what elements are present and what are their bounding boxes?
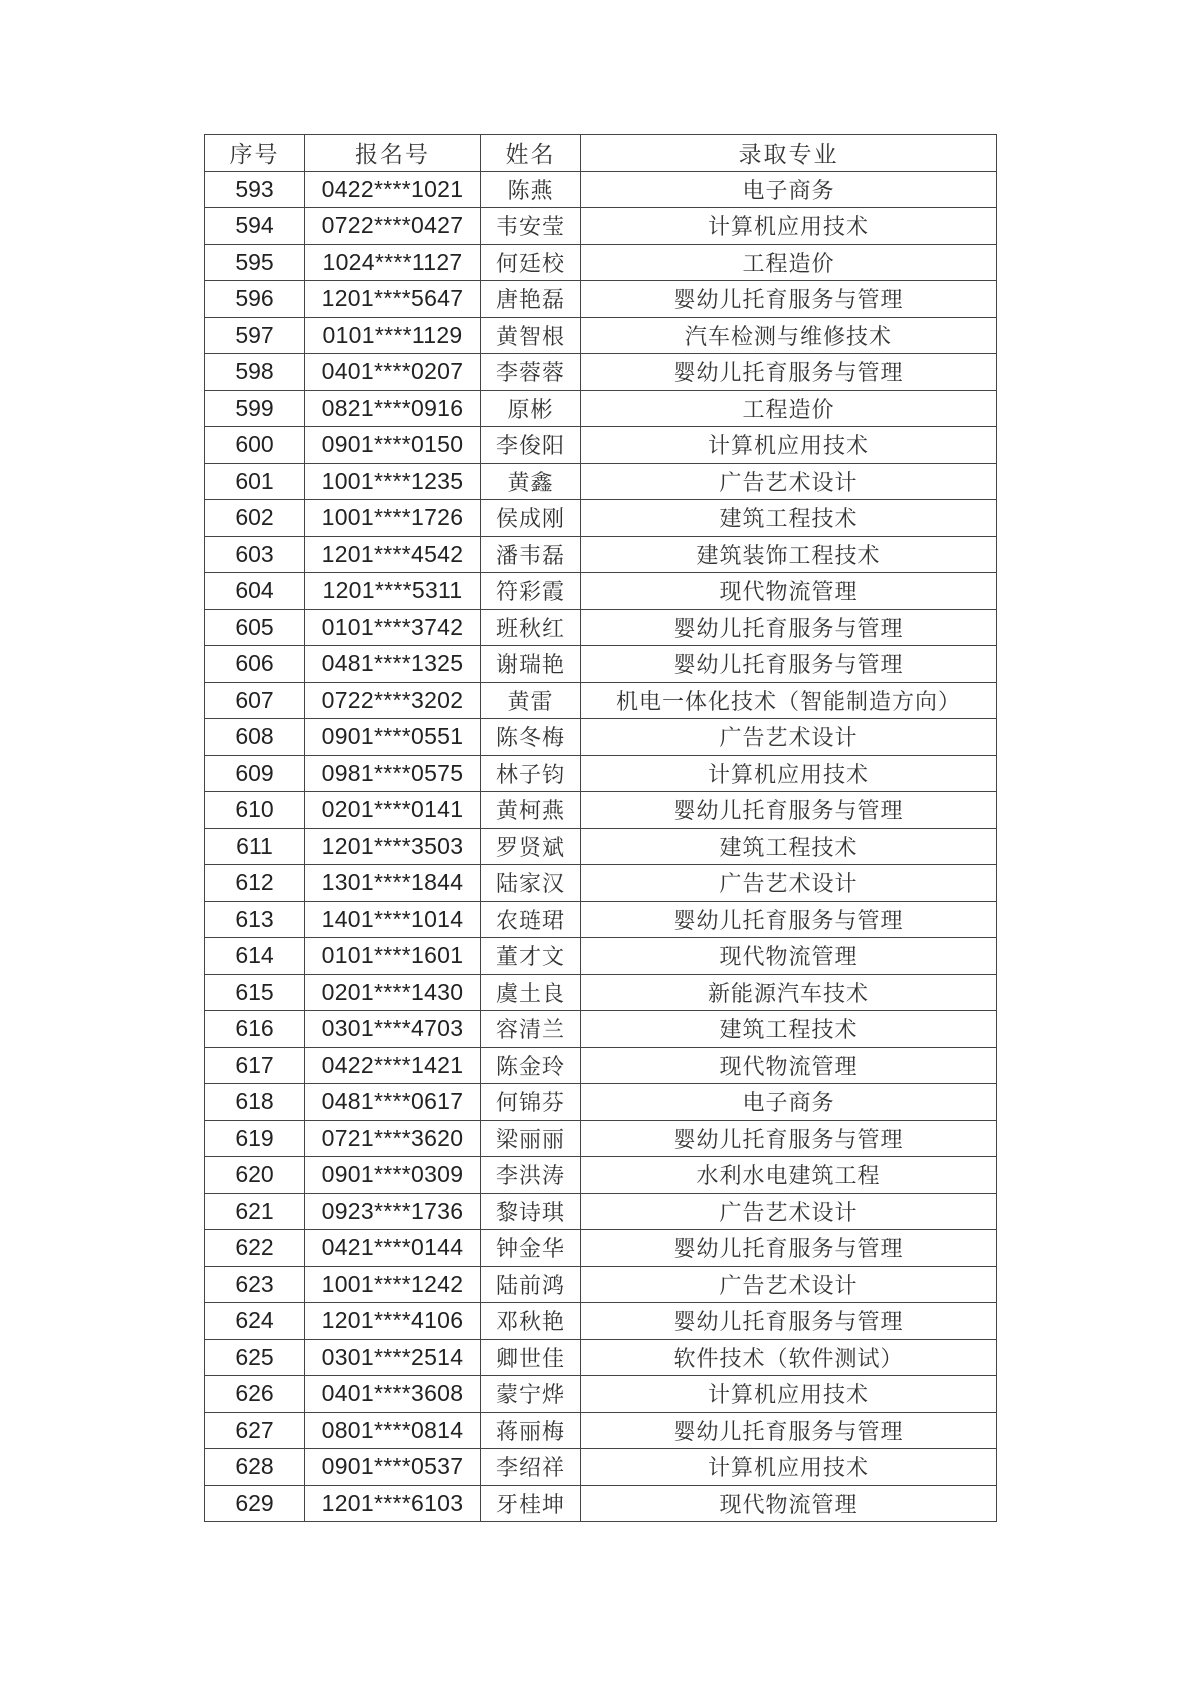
cell-seq: 603 bbox=[205, 536, 305, 573]
cell-name: 容清兰 bbox=[481, 1011, 581, 1048]
cell-reg: 0901****0309 bbox=[305, 1157, 481, 1194]
cell-major: 电子商务 bbox=[581, 171, 997, 208]
cell-reg: 1001****1235 bbox=[305, 463, 481, 500]
cell-seq: 620 bbox=[205, 1157, 305, 1194]
cell-reg: 1201****6103 bbox=[305, 1485, 481, 1522]
cell-major: 计算机应用技术 bbox=[581, 208, 997, 245]
cell-reg: 0201****0141 bbox=[305, 792, 481, 829]
cell-seq: 629 bbox=[205, 1485, 305, 1522]
cell-seq: 623 bbox=[205, 1266, 305, 1303]
table-row bbox=[205, 171, 997, 208]
cell-reg: 0821****0916 bbox=[305, 390, 481, 427]
header-major: 录取专业 bbox=[581, 135, 997, 172]
cell-major: 水利水电建筑工程 bbox=[581, 1157, 997, 1194]
table-row bbox=[205, 500, 997, 537]
cell-name: 蒋丽梅 bbox=[481, 1412, 581, 1449]
cell-seq: 605 bbox=[205, 609, 305, 646]
cell-reg: 0801****0814 bbox=[305, 1412, 481, 1449]
cell-major: 现代物流管理 bbox=[581, 1485, 997, 1522]
cell-seq: 627 bbox=[205, 1412, 305, 1449]
cell-seq: 602 bbox=[205, 500, 305, 537]
cell-reg: 0421****0144 bbox=[305, 1230, 481, 1267]
cell-seq: 625 bbox=[205, 1339, 305, 1376]
cell-name: 原彬 bbox=[481, 390, 581, 427]
cell-major: 计算机应用技术 bbox=[581, 755, 997, 792]
table-row bbox=[205, 427, 997, 464]
cell-seq: 621 bbox=[205, 1193, 305, 1230]
cell-seq: 609 bbox=[205, 755, 305, 792]
cell-name: 侯成刚 bbox=[481, 500, 581, 537]
cell-name: 陈金玲 bbox=[481, 1047, 581, 1084]
table-row bbox=[205, 1047, 997, 1084]
table-row bbox=[205, 792, 997, 829]
cell-reg: 0401****3608 bbox=[305, 1376, 481, 1413]
cell-major: 婴幼儿托育服务与管理 bbox=[581, 1303, 997, 1340]
table-row bbox=[205, 573, 997, 610]
cell-name: 何廷校 bbox=[481, 244, 581, 281]
cell-name: 黄鑫 bbox=[481, 463, 581, 500]
cell-major: 婴幼儿托育服务与管理 bbox=[581, 1230, 997, 1267]
cell-major: 婴幼儿托育服务与管理 bbox=[581, 901, 997, 938]
cell-name: 黎诗琪 bbox=[481, 1193, 581, 1230]
cell-reg: 0901****0150 bbox=[305, 427, 481, 464]
cell-reg: 1201****5647 bbox=[305, 281, 481, 318]
cell-reg: 1201****4542 bbox=[305, 536, 481, 573]
table-row bbox=[205, 646, 997, 683]
cell-major: 建筑工程技术 bbox=[581, 1011, 997, 1048]
cell-reg: 0901****0537 bbox=[305, 1449, 481, 1486]
cell-name: 陆前鸿 bbox=[481, 1266, 581, 1303]
cell-seq: 616 bbox=[205, 1011, 305, 1048]
table-row bbox=[205, 974, 997, 1011]
cell-major: 机电一体化技术（智能制造方向） bbox=[581, 682, 997, 719]
cell-seq: 610 bbox=[205, 792, 305, 829]
cell-seq: 613 bbox=[205, 901, 305, 938]
cell-reg: 0981****0575 bbox=[305, 755, 481, 792]
cell-major: 广告艺术设计 bbox=[581, 1266, 997, 1303]
cell-name: 李绍祥 bbox=[481, 1449, 581, 1486]
cell-seq: 596 bbox=[205, 281, 305, 318]
table-row bbox=[205, 1084, 997, 1121]
cell-major: 现代物流管理 bbox=[581, 938, 997, 975]
table-row bbox=[205, 354, 997, 391]
table-row bbox=[205, 755, 997, 792]
cell-seq: 604 bbox=[205, 573, 305, 610]
table-row bbox=[205, 317, 997, 354]
cell-name: 董才文 bbox=[481, 938, 581, 975]
cell-major: 计算机应用技术 bbox=[581, 1449, 997, 1486]
cell-reg: 1201****5311 bbox=[305, 573, 481, 610]
cell-seq: 612 bbox=[205, 865, 305, 902]
cell-seq: 606 bbox=[205, 646, 305, 683]
cell-seq: 622 bbox=[205, 1230, 305, 1267]
cell-name: 陈冬梅 bbox=[481, 719, 581, 756]
cell-seq: 614 bbox=[205, 938, 305, 975]
cell-reg: 0301****4703 bbox=[305, 1011, 481, 1048]
cell-name: 班秋红 bbox=[481, 609, 581, 646]
cell-reg: 0923****1736 bbox=[305, 1193, 481, 1230]
cell-major: 建筑工程技术 bbox=[581, 500, 997, 537]
cell-name: 黄雷 bbox=[481, 682, 581, 719]
cell-major: 婴幼儿托育服务与管理 bbox=[581, 792, 997, 829]
header-reg: 报名号 bbox=[305, 135, 481, 172]
cell-major: 广告艺术设计 bbox=[581, 463, 997, 500]
cell-major: 婴幼儿托育服务与管理 bbox=[581, 354, 997, 391]
table-row bbox=[205, 682, 997, 719]
table-row bbox=[205, 828, 997, 865]
cell-name: 唐艳磊 bbox=[481, 281, 581, 318]
cell-name: 邓秋艳 bbox=[481, 1303, 581, 1340]
cell-seq: 593 bbox=[205, 171, 305, 208]
cell-seq: 617 bbox=[205, 1047, 305, 1084]
cell-major: 现代物流管理 bbox=[581, 573, 997, 610]
cell-name: 李俊阳 bbox=[481, 427, 581, 464]
cell-major: 广告艺术设计 bbox=[581, 865, 997, 902]
cell-seq: 626 bbox=[205, 1376, 305, 1413]
header-name: 姓名 bbox=[481, 135, 581, 172]
cell-reg: 0481****1325 bbox=[305, 646, 481, 683]
cell-name: 农琏珺 bbox=[481, 901, 581, 938]
cell-name: 陈燕 bbox=[481, 171, 581, 208]
cell-reg: 0481****0617 bbox=[305, 1084, 481, 1121]
table-row bbox=[205, 536, 997, 573]
cell-reg: 1024****1127 bbox=[305, 244, 481, 281]
cell-major: 计算机应用技术 bbox=[581, 427, 997, 464]
cell-name: 黄智根 bbox=[481, 317, 581, 354]
cell-name: 韦安莹 bbox=[481, 208, 581, 245]
cell-reg: 1301****1844 bbox=[305, 865, 481, 902]
cell-seq: 595 bbox=[205, 244, 305, 281]
cell-name: 黄柯燕 bbox=[481, 792, 581, 829]
cell-seq: 615 bbox=[205, 974, 305, 1011]
table-row bbox=[205, 244, 997, 281]
cell-reg: 0101****1601 bbox=[305, 938, 481, 975]
cell-name: 林子钧 bbox=[481, 755, 581, 792]
cell-seq: 618 bbox=[205, 1084, 305, 1121]
cell-major: 现代物流管理 bbox=[581, 1047, 997, 1084]
cell-major: 工程造价 bbox=[581, 390, 997, 427]
cell-major: 婴幼儿托育服务与管理 bbox=[581, 609, 997, 646]
cell-reg: 0101****1129 bbox=[305, 317, 481, 354]
header-seq: 序号 bbox=[205, 135, 305, 172]
cell-reg: 0301****2514 bbox=[305, 1339, 481, 1376]
table-row bbox=[205, 865, 997, 902]
cell-major: 婴幼儿托育服务与管理 bbox=[581, 1120, 997, 1157]
cell-major: 工程造价 bbox=[581, 244, 997, 281]
cell-seq: 600 bbox=[205, 427, 305, 464]
table-row bbox=[205, 1157, 997, 1194]
cell-seq: 594 bbox=[205, 208, 305, 245]
cell-major: 广告艺术设计 bbox=[581, 1193, 997, 1230]
cell-reg: 0401****0207 bbox=[305, 354, 481, 391]
cell-name: 李蓉蓉 bbox=[481, 354, 581, 391]
table-row bbox=[205, 463, 997, 500]
cell-name: 罗贤斌 bbox=[481, 828, 581, 865]
cell-reg: 1201****4106 bbox=[305, 1303, 481, 1340]
admission-table bbox=[204, 134, 997, 1522]
cell-major: 建筑工程技术 bbox=[581, 828, 997, 865]
table-header-row bbox=[205, 135, 997, 172]
table-row bbox=[205, 938, 997, 975]
table-row bbox=[205, 901, 997, 938]
cell-major: 计算机应用技术 bbox=[581, 1376, 997, 1413]
cell-reg: 0722****3202 bbox=[305, 682, 481, 719]
cell-seq: 619 bbox=[205, 1120, 305, 1157]
cell-seq: 628 bbox=[205, 1449, 305, 1486]
cell-reg: 0201****1430 bbox=[305, 974, 481, 1011]
table-row bbox=[205, 1449, 997, 1486]
cell-name: 潘韦磊 bbox=[481, 536, 581, 573]
table-row bbox=[205, 1266, 997, 1303]
cell-major: 婴幼儿托育服务与管理 bbox=[581, 646, 997, 683]
cell-major: 新能源汽车技术 bbox=[581, 974, 997, 1011]
cell-seq: 608 bbox=[205, 719, 305, 756]
cell-name: 谢瑞艳 bbox=[481, 646, 581, 683]
cell-reg: 0901****0551 bbox=[305, 719, 481, 756]
cell-seq: 607 bbox=[205, 682, 305, 719]
cell-reg: 1201****3503 bbox=[305, 828, 481, 865]
table-row bbox=[205, 1485, 997, 1522]
cell-reg: 0721****3620 bbox=[305, 1120, 481, 1157]
cell-seq: 611 bbox=[205, 828, 305, 865]
cell-reg: 1401****1014 bbox=[305, 901, 481, 938]
cell-name: 钟金华 bbox=[481, 1230, 581, 1267]
cell-name: 李洪涛 bbox=[481, 1157, 581, 1194]
table-row bbox=[205, 1339, 997, 1376]
table-row bbox=[205, 1011, 997, 1048]
cell-seq: 598 bbox=[205, 354, 305, 391]
table-row bbox=[205, 719, 997, 756]
cell-seq: 601 bbox=[205, 463, 305, 500]
cell-major: 汽车检测与维修技术 bbox=[581, 317, 997, 354]
cell-name: 牙桂坤 bbox=[481, 1485, 581, 1522]
cell-seq: 597 bbox=[205, 317, 305, 354]
cell-major: 广告艺术设计 bbox=[581, 719, 997, 756]
cell-name: 蒙宁烨 bbox=[481, 1376, 581, 1413]
table-row bbox=[205, 1412, 997, 1449]
cell-seq: 599 bbox=[205, 390, 305, 427]
cell-reg: 0422****1021 bbox=[305, 171, 481, 208]
cell-reg: 0722****0427 bbox=[305, 208, 481, 245]
cell-major: 电子商务 bbox=[581, 1084, 997, 1121]
cell-name: 梁丽丽 bbox=[481, 1120, 581, 1157]
table-row bbox=[205, 390, 997, 427]
cell-name: 何锦芬 bbox=[481, 1084, 581, 1121]
cell-seq: 624 bbox=[205, 1303, 305, 1340]
cell-name: 虞土良 bbox=[481, 974, 581, 1011]
table-row bbox=[205, 1193, 997, 1230]
cell-major: 婴幼儿托育服务与管理 bbox=[581, 281, 997, 318]
table-row bbox=[205, 609, 997, 646]
cell-reg: 1001****1726 bbox=[305, 500, 481, 537]
cell-name: 陆家汉 bbox=[481, 865, 581, 902]
cell-name: 卿世佳 bbox=[481, 1339, 581, 1376]
cell-major: 建筑装饰工程技术 bbox=[581, 536, 997, 573]
table-row bbox=[205, 1376, 997, 1413]
table-row bbox=[205, 281, 997, 318]
table-row bbox=[205, 1303, 997, 1340]
cell-major: 婴幼儿托育服务与管理 bbox=[581, 1412, 997, 1449]
table-row bbox=[205, 1120, 997, 1157]
table-row bbox=[205, 1230, 997, 1267]
cell-reg: 1001****1242 bbox=[305, 1266, 481, 1303]
table-row bbox=[205, 208, 997, 245]
cell-reg: 0101****3742 bbox=[305, 609, 481, 646]
cell-major: 软件技术（软件测试） bbox=[581, 1339, 997, 1376]
cell-name: 符彩霞 bbox=[481, 573, 581, 610]
table-body bbox=[205, 171, 997, 1522]
cell-reg: 0422****1421 bbox=[305, 1047, 481, 1084]
